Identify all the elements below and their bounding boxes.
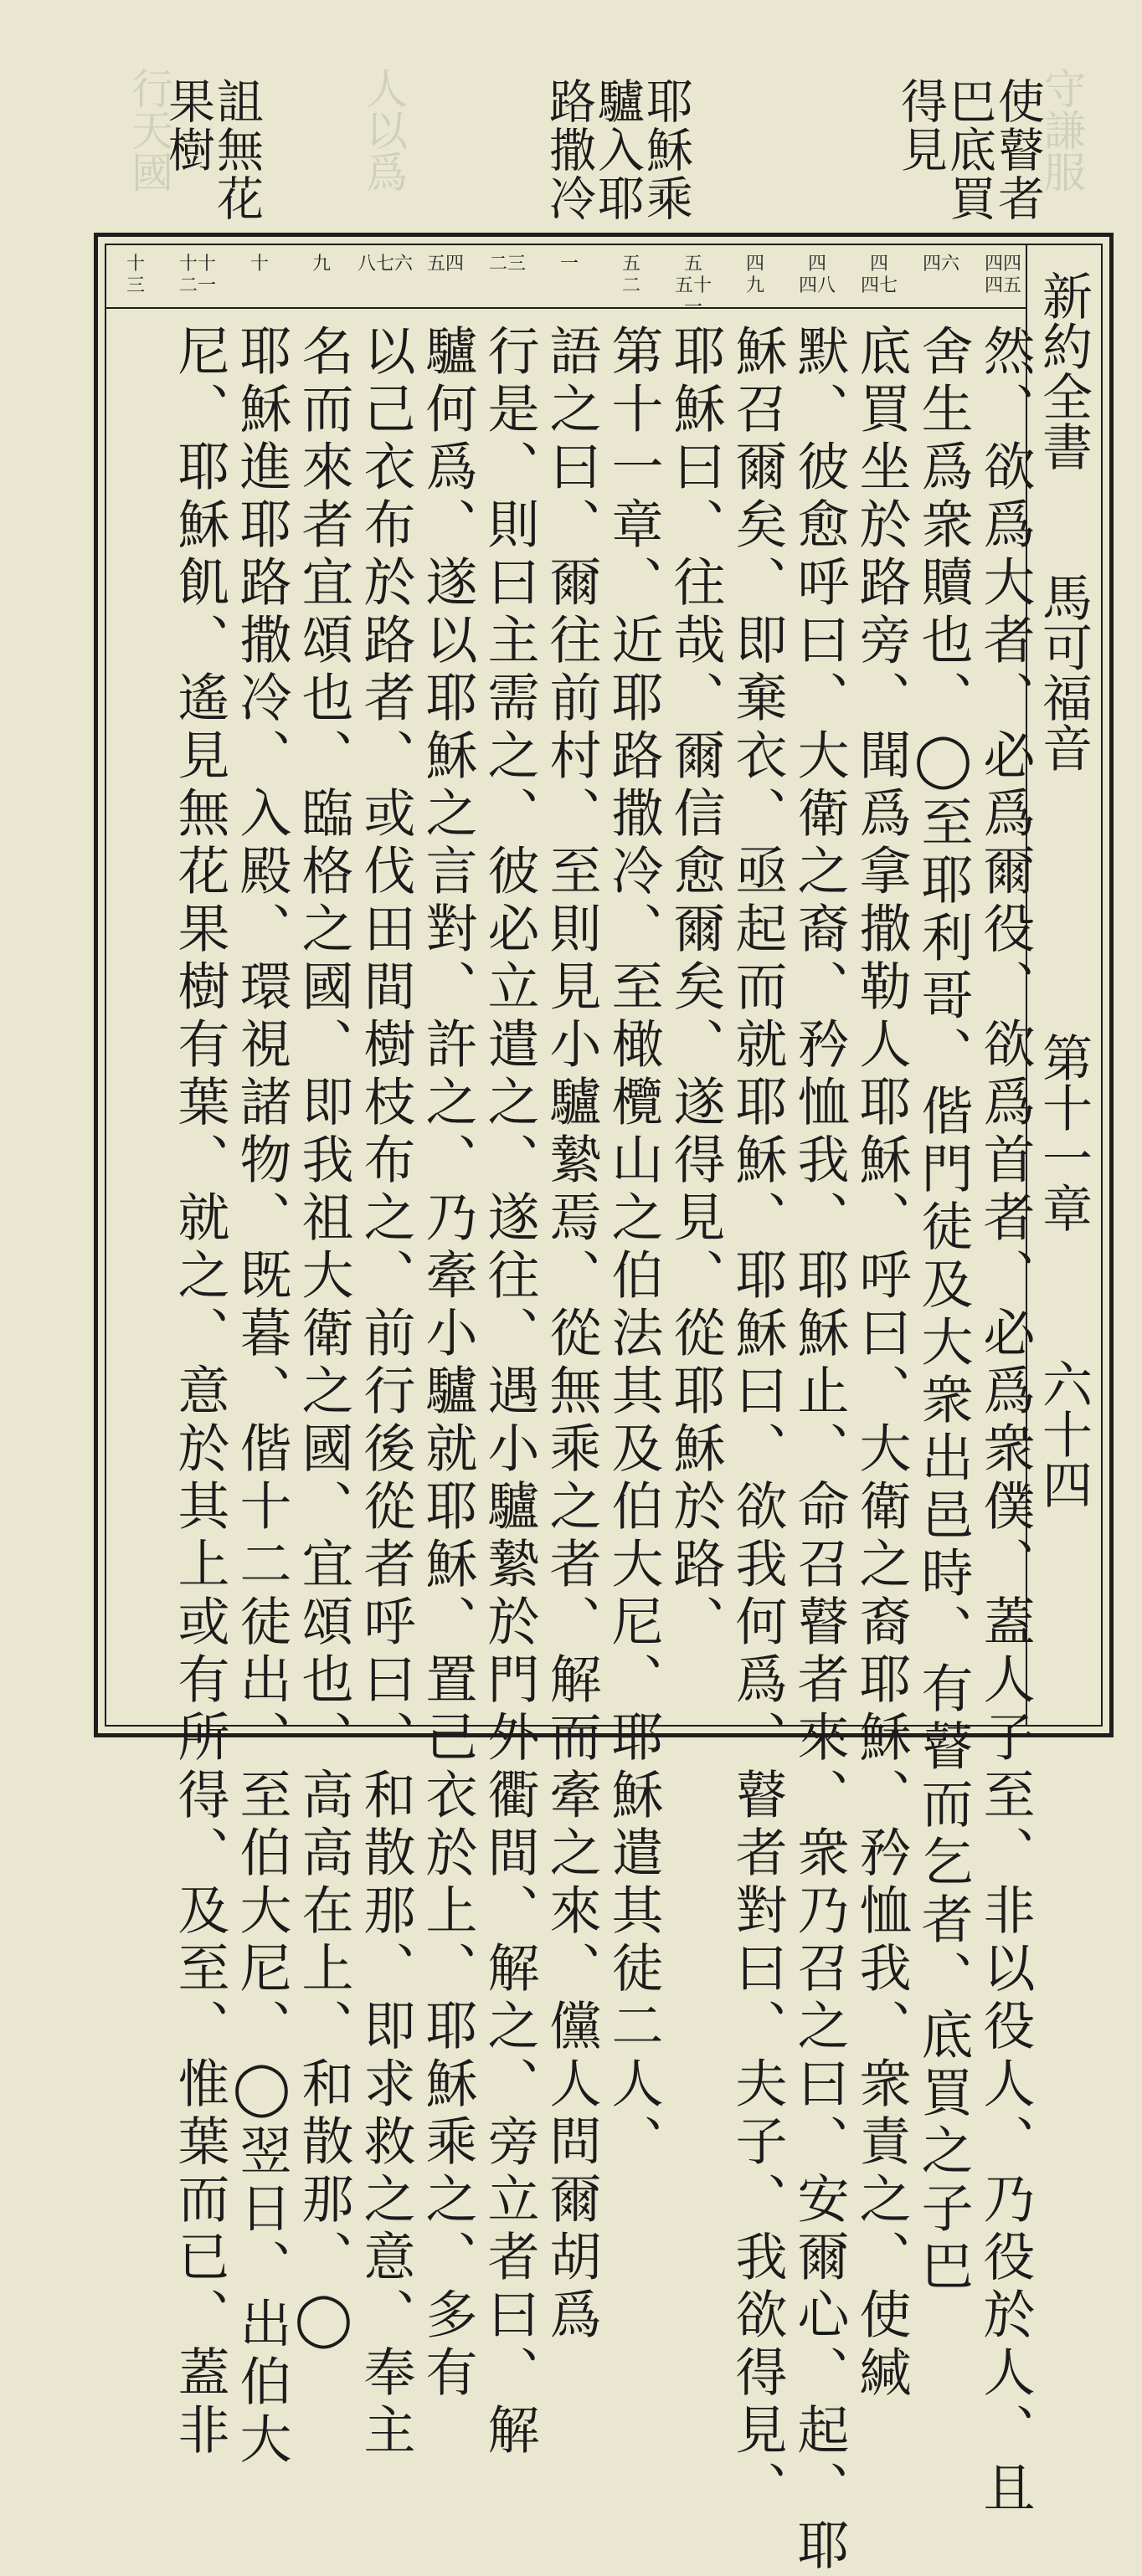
headnote-left: 詛無花果樹 — [161, 77, 264, 223]
verse-number: 九 — [311, 254, 331, 275]
text-column: 驢何爲、遂以耶穌之言對、許之、乃牽小驢就耶穌、置己衣於上、耶穌乘之、多有 — [417, 324, 478, 2403]
text-column: 耶穌進耶路撒冷、入殿、環視諸物、既暮、偕十二徒出、至伯大尼、◯翌日、出伯大 — [231, 324, 292, 2470]
text-column: 尼、耶穌飢、遙見無花果樹有葉、就之、意於其上或有所得、及至、惟葉而已、蓋非 — [169, 324, 230, 2461]
headnote-middle: 耶穌乘驢入耶路撒冷 — [542, 77, 693, 223]
show-through-right: 守謙服 — [1037, 67, 1086, 192]
chapter-title: 第十一章 — [1034, 1032, 1093, 1233]
verse-number: 四六 — [922, 254, 959, 275]
text-column: 語之曰、爾往前村、至則見小驢縶焉、從無乘之者、解而牽之來、儻人問爾胡爲 — [541, 324, 602, 2345]
verse-number-rule — [106, 307, 1027, 309]
verse-number: 八七六 — [358, 254, 414, 275]
text-column: 行是、則曰主需之、彼必立遣之、遂往、遇小驢縶於門外衢間、解之、旁立者曰、解 — [479, 324, 540, 2461]
text-column: 默、彼愈呼曰、大衛之裔、矜恤我、耶穌止、命召瞽者來、衆乃召之曰、安爾心、起、耶 — [789, 324, 850, 2576]
text-column: 名而來者宜頌也、臨格之國、即我祖大衛之國、宜頌也、高高在上、和散那、◯ — [293, 324, 354, 2354]
verse-number: 十 三 — [126, 254, 145, 296]
text-column: 舍生爲衆贖也、◯至耶利哥、偕門徒及大衆出邑時、有瞽而乞者、底買之子巴 — [913, 324, 974, 2296]
text-column: 穌召爾矣、即棄衣、亟起而就耶穌、耶穌曰、欲我何爲、瞽者對曰、夫子、我欲得見、 — [727, 324, 788, 2518]
verse-number: 五四 — [426, 254, 464, 275]
verse-number: 二三 — [488, 254, 526, 275]
text-column: 耶穌曰、往哉、爾信愈爾矣、遂得見、從耶穌於路、 — [665, 324, 726, 1652]
verse-number: 四 四八 — [798, 254, 836, 296]
page-frame — [94, 233, 1114, 2576]
page-number: 六十四 — [1034, 1358, 1093, 1509]
text-column: 底買坐於路旁、聞爲拿撒勒人耶穌、呼曰、大衛之裔耶穌、矜恤我、衆責之、使緘 — [851, 324, 912, 2403]
show-through-left: 行天國 — [125, 67, 173, 192]
scripture-text — [106, 310, 1036, 2576]
text-column: 然、欲爲大者、必爲爾役、欲爲首者、必爲衆僕、蓋人子至、非以役人、乃役於人、且 — [975, 324, 1036, 2518]
verse-number: 四 四七 — [860, 254, 898, 296]
running-head — [1031, 270, 1096, 1693]
page-frame-inner — [105, 244, 1103, 2576]
verse-number: 五 五十 一 — [674, 254, 712, 318]
verse-number: 四四 四五 — [984, 254, 1021, 296]
verse-number: 十十 二一 — [178, 254, 216, 296]
verse-number-strip — [106, 254, 1026, 318]
book-title: 新約全書 — [1034, 270, 1093, 471]
text-column: 以己衣布於路者、或伐田間樹枝布之、前行後從者呼曰、和散那、即求救之意、奉主 — [355, 324, 416, 2461]
gospel-title: 馬可福音 — [1034, 572, 1093, 772]
verse-number: 四 九 — [745, 254, 764, 296]
verse-number: 一 — [559, 254, 579, 275]
chapter-heading-column: 第十一章、近耶路撒冷、至橄欖山之伯法其及伯大尼、耶穌遣其徒二人、 — [603, 324, 664, 2172]
verse-number: 五 二 — [621, 254, 640, 296]
verse-number: 十 — [249, 254, 269, 275]
headnote-right: 使瞽者巴底買得見 — [893, 77, 1045, 223]
show-through-mid: 人以爲 — [359, 67, 408, 192]
